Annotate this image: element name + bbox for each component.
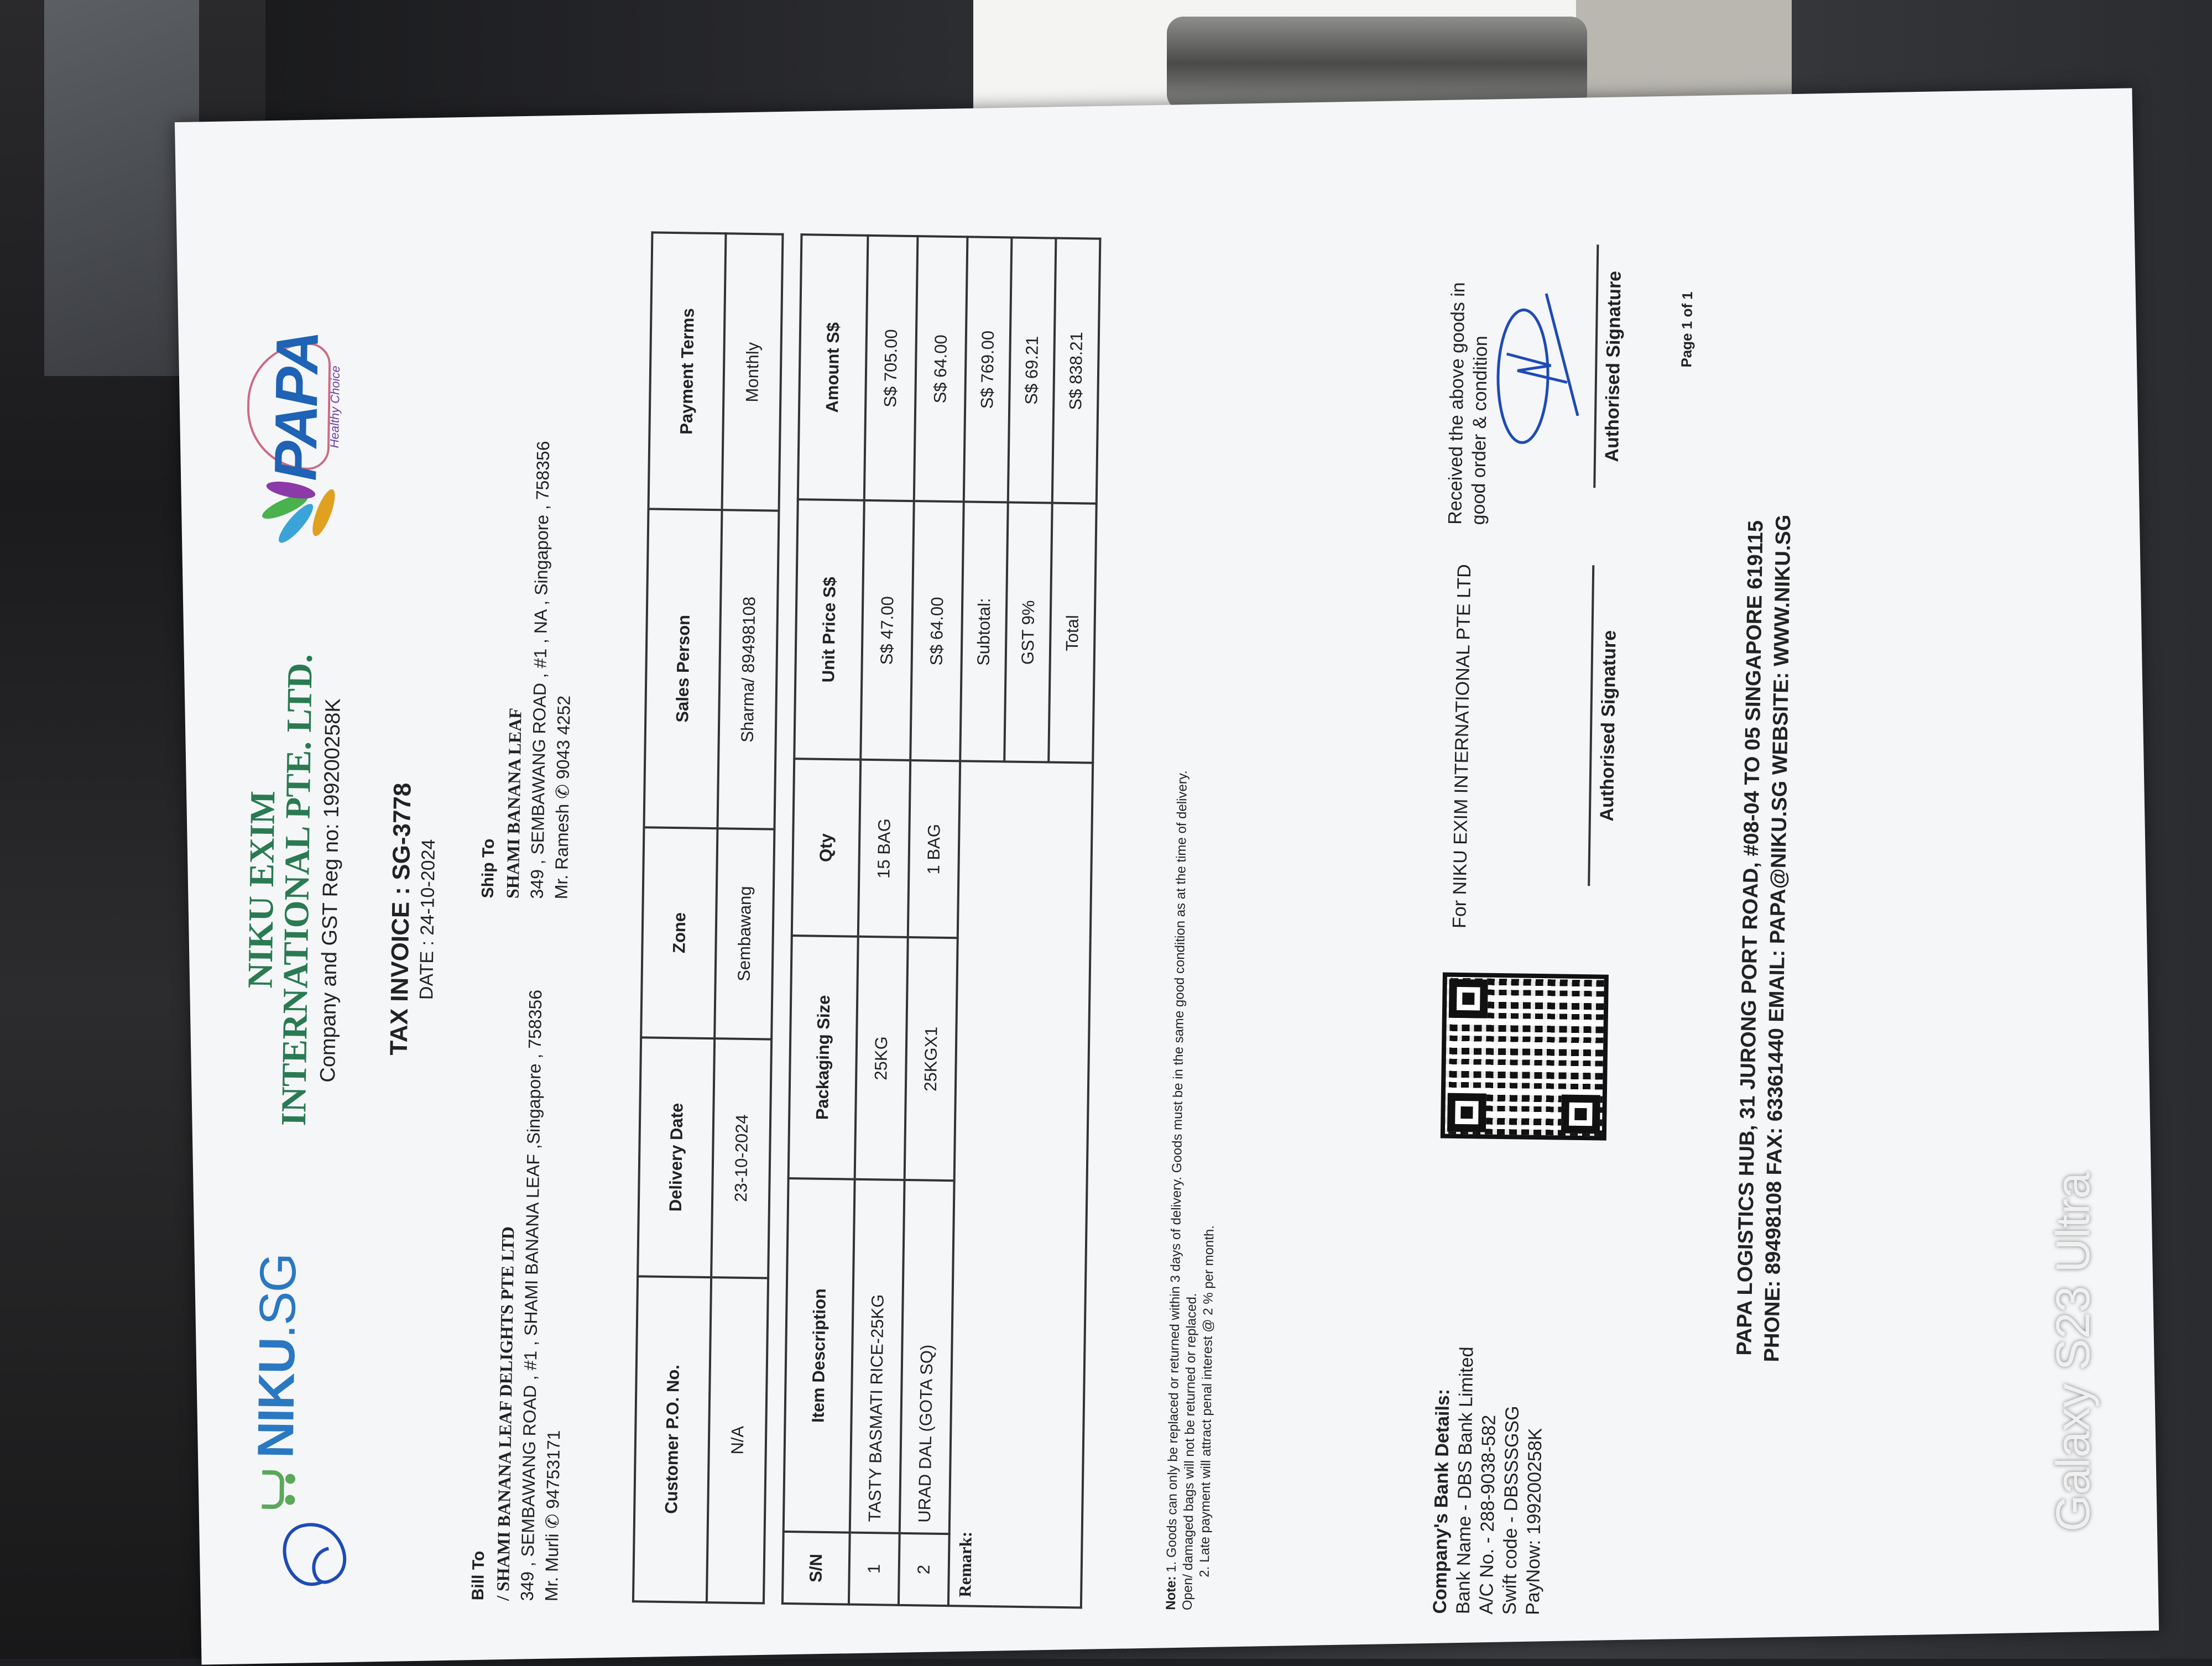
bill-to [466,970,572,1601]
ship-to-name: SHAMI BANANA LEAF [502,707,525,899]
items-header: Unit Price S$ [794,499,864,760]
total-value: S$ 838.21 [1052,238,1100,504]
niku-wordmark: NIKU.SG [247,1254,307,1459]
item-description: TASTY BASMATI RICE-25KG [850,1179,905,1533]
info-value: Sharma/ 89498108 [718,510,779,829]
remark-label: Remark: [948,761,1093,1608]
info-header: Zone [641,827,718,1038]
items-header: Qty [792,759,860,937]
item-unit-price: S$ 64.00 [910,501,964,761]
bank-heading: Company's Bank Details: [1429,1388,1454,1614]
invoice-title: TAX INVOICE : SG-3778 [385,782,416,1056]
footer-address: PAPA LOGISTICS HUB, 31 JURONG PORT ROAD, #08-04 TO 05 SINGAPORE 619115 [1733,520,1768,1356]
ship-to [476,279,582,899]
invoice-title-block [377,195,449,1644]
signature-scribble [1483,281,1596,449]
company-name-line2: INTERNATIONAL PTE. LTD. [273,654,320,1126]
item-amount: S$ 64.00 [914,236,968,502]
niku-logo [246,1254,308,1515]
info-value: 23-10-2024 [712,1038,772,1278]
gst-value: S$ 69.21 [1008,237,1056,503]
bill-to-contact: Mr. Murli ✆ 94753171 [541,1430,564,1602]
company-reg: Company and GST Reg no: 199200258K [316,698,345,1083]
items-header: Amount S$ [798,234,868,500]
info-value: N/A [707,1277,768,1604]
items-header: S/N [782,1532,850,1604]
item-qty: 1 BAG [908,760,960,938]
total-label: Total [1048,503,1097,763]
item-unit-price: S$ 47.00 [860,500,914,760]
ship-to-contact: Mr. Ramesh ✆ 9043 4252 [551,695,574,900]
items-header: Packaging Size [789,936,858,1179]
page-number: Page 1 of 1 [1678,291,1696,368]
bill-to-label: Bill To [468,1550,488,1601]
qr-code-icon [1441,973,1609,1141]
bank-account: A/C No. - 288-9038-582 [1475,1414,1500,1615]
info-header: Delivery Date [638,1037,714,1277]
clipboard-clip [1167,17,1587,111]
info-header: Payment Terms [649,232,726,510]
invoice-header [223,242,385,1593]
authorised-signature-right: Authorised Signature [1593,244,1626,488]
camera-watermark: Galaxy S23 Ultra [2047,1172,2100,1532]
bank-details [1428,1193,1551,1615]
info-header: Sales Person [644,509,722,828]
cart-icon [256,1465,295,1515]
for-company-text: For NIKU EXIM INTERNATIONAL PTE LTD [1449,564,1475,929]
papa-logo [237,332,367,553]
info-value: Monthly [722,233,783,511]
invoice-page [178,192,2034,1666]
bank-swift: Swift code - DBSSSGSG [1499,1406,1524,1615]
subtotal-label: Subtotal: [960,502,1008,762]
bank-paynow: PayNow: 199200258K [1522,1428,1546,1616]
received-text: Received the above goods in good order & condition [1444,281,1492,525]
bill-to-address: 349 , SEMBAWANG ROAD , #1 , SHAMI BANANA LEAF ,Singapore , 758356 [517,989,546,1601]
item-packaging: 25KGX1 [905,937,958,1181]
info-header: Customer P.O. No. [633,1276,712,1602]
papa-tagline: Healthy Choice [327,365,343,448]
footer-contact: PHONE: 89498108 FAX: 63361440 EMAIL: PAPA@NIKU.SG WEBSITE: WWW.NIKU.SG [1760,514,1796,1362]
subtotal-value: S$ 769.00 [964,237,1012,502]
note-1: 1. Goods can only be replaced or returned within 3 days of delivery. Goods must be in the same good condition as at the time of delivery. Open/ damaged bags will not be returned or replaced. [1164,770,1199,1611]
papa-wordmark: PAPA [262,332,331,482]
authorised-signature-left: Authorised Signature [1588,565,1621,886]
ship-to-address: 349 , SEMBAWANG ROAD , #1 , NA , Singapore , 758356 [526,441,554,899]
item-description: URAD DAL (GOTA SQ) [900,1180,954,1534]
info-value: Sembawang [715,828,775,1040]
note-2: 2. Late payment will attract penal interest @ 2 % per month. [1197,1225,1217,1578]
bill-to-name: / SHAMI BANANA LEAF DELIGHTS PTE LTD [492,1226,518,1601]
items-table [781,233,1102,1608]
item-packaging: 25KG [855,937,908,1181]
invoice-date: DATE : 24-10-2024 [416,839,440,1000]
item-sn: 1 [849,1533,900,1605]
handwritten-mark [256,1503,368,1605]
company-name-line1: NIKU EXIM [240,790,283,989]
ship-to-label: Ship To [478,838,498,899]
items-header: Item Description [784,1178,855,1533]
item-amount: S$ 705.00 [864,236,918,501]
company-block [241,640,347,1139]
notes [1163,748,1225,1611]
item-sn: 2 [899,1533,950,1606]
invoice-footer [1726,213,1802,1663]
item-qty: 15 BAG [858,760,910,937]
notes-label: Note: [1163,1576,1179,1610]
bank-name: Bank Name - DBS Bank Limited [1452,1346,1478,1615]
order-info-table [632,231,784,1604]
gst-label: GST 9% [1004,503,1052,763]
